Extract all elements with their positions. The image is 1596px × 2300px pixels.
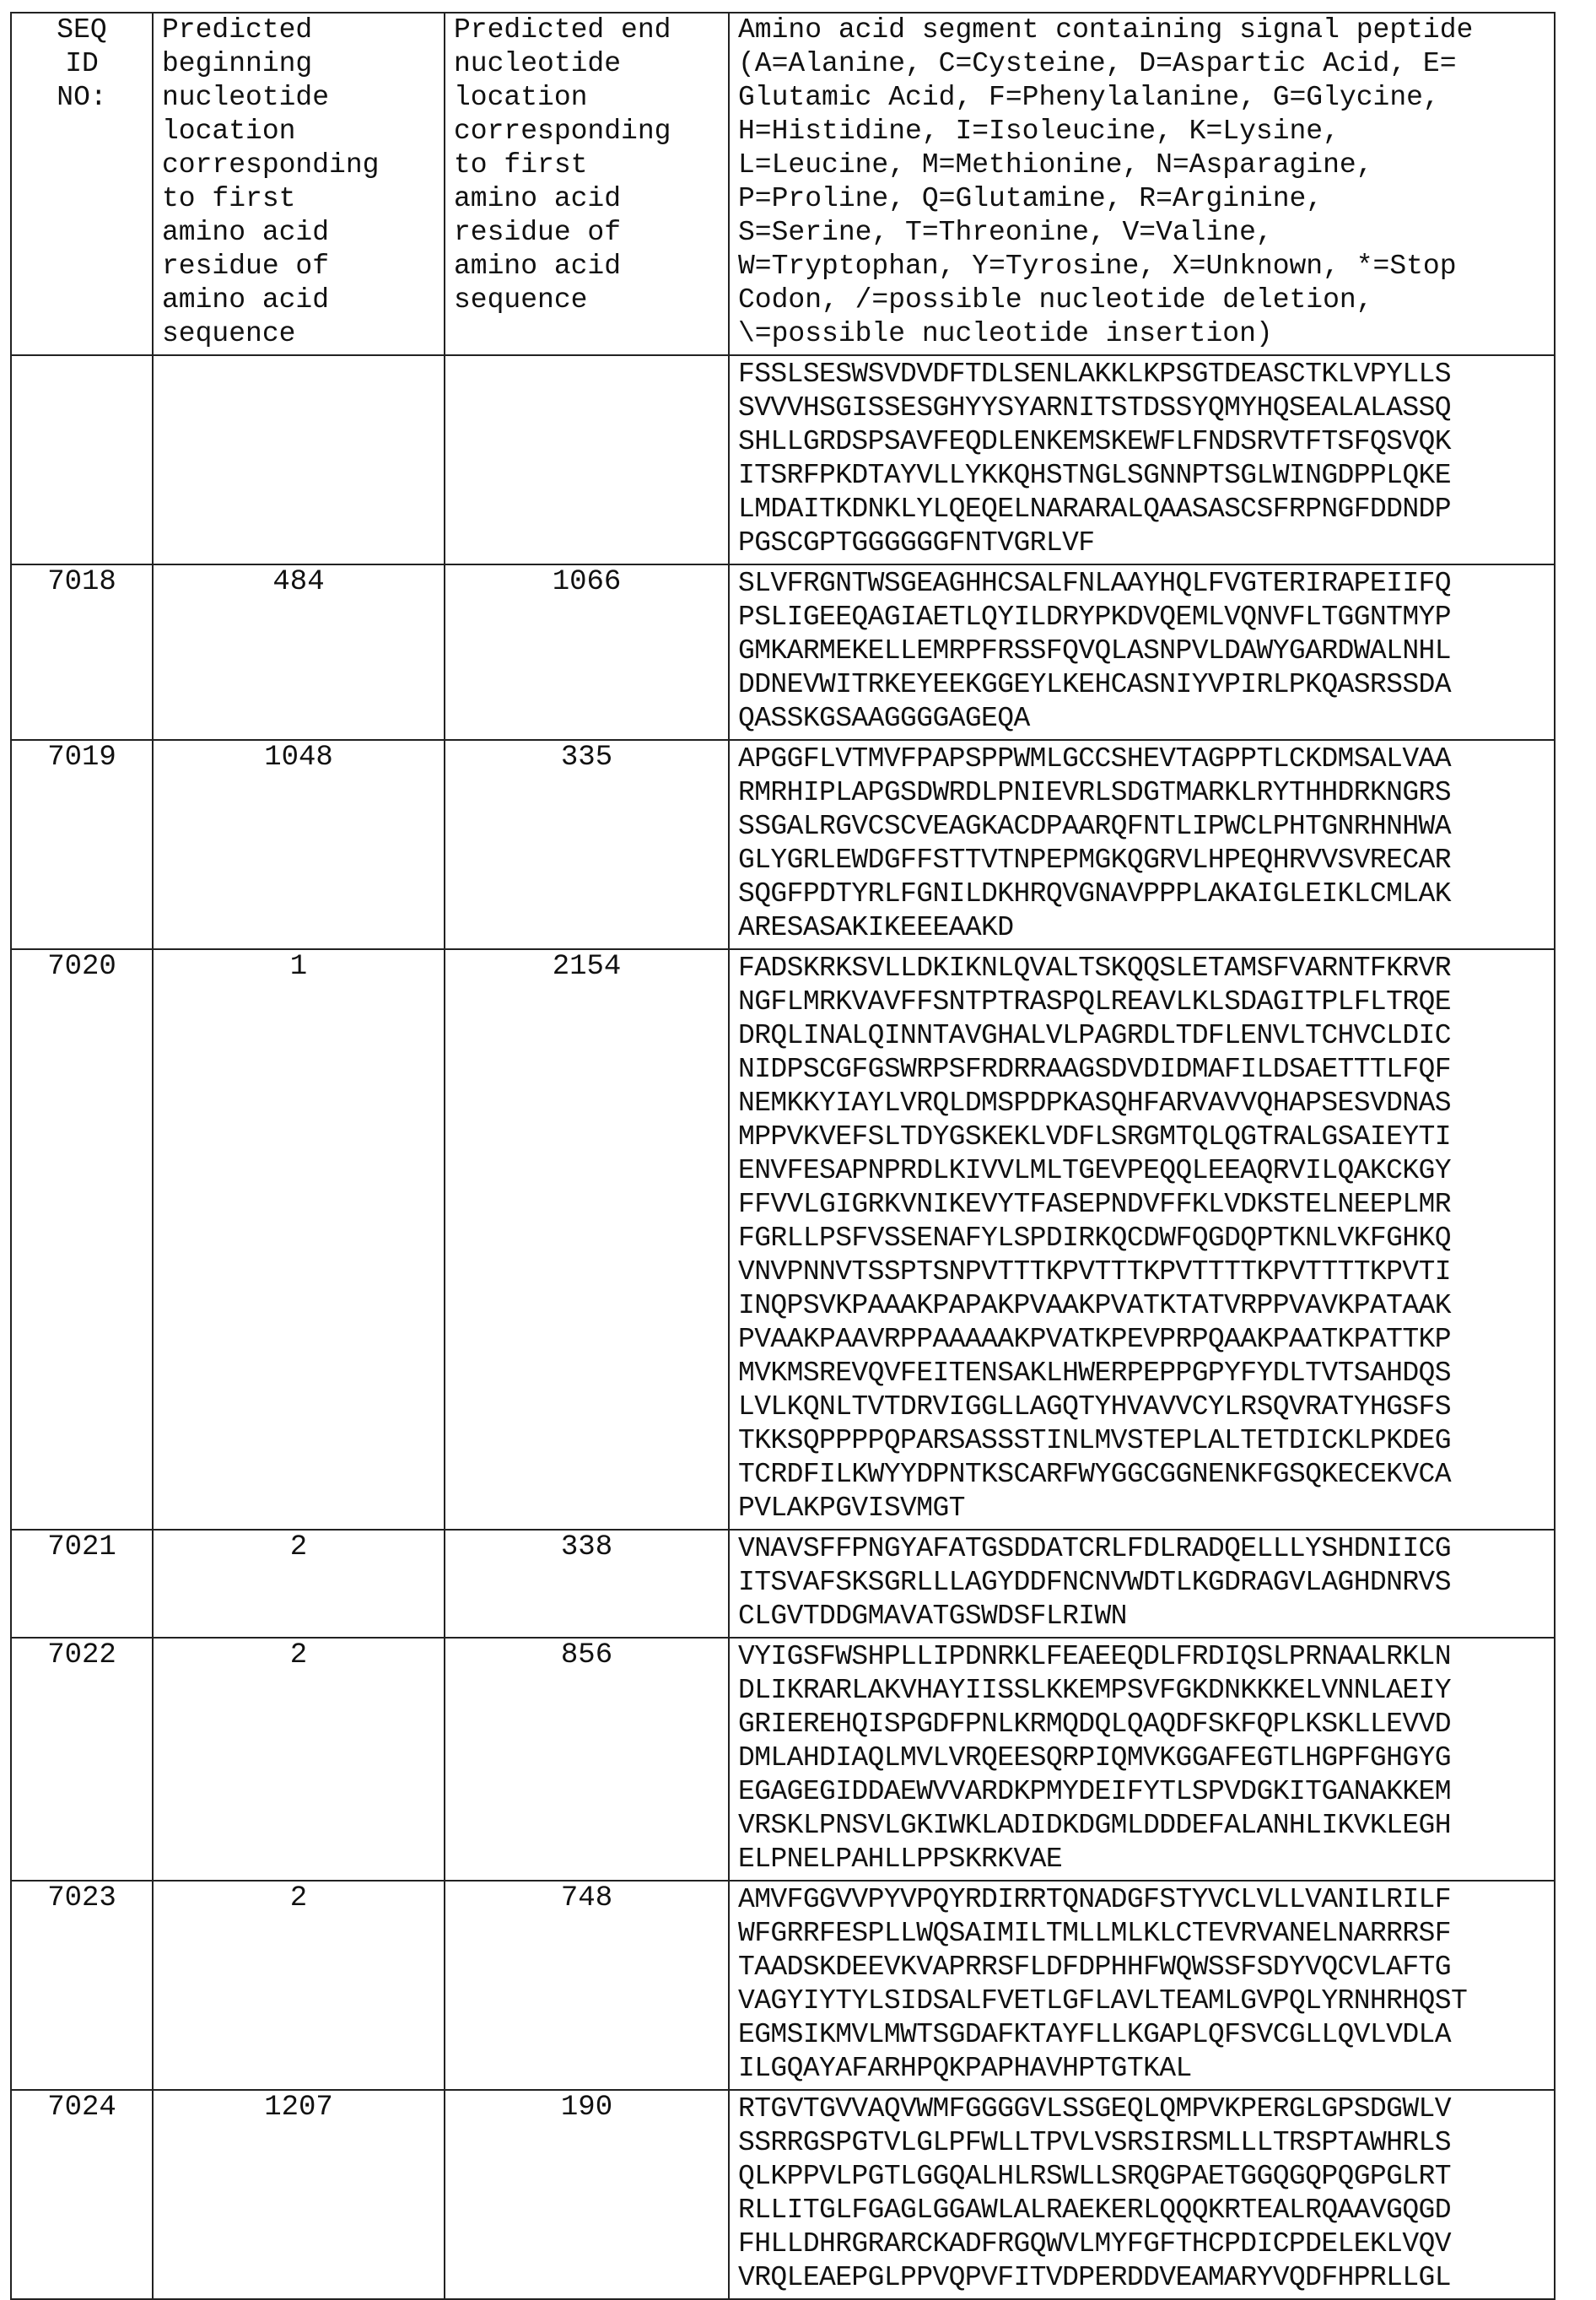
sequence-line: ELPNELPAHLLPPSKRKVAE [738,1843,1545,1876]
sequence-line: SQGFPDTYRLFGNILDKHRQVGNAVPPPLAKAIGLEIKLCMLAK [738,877,1545,911]
sequence-line: SHLLGRDSPSAVFEQDLENKEMSKEWFLFNDSRVTFTSFQSVQK [738,425,1545,459]
seq-id-cell [11,355,153,564]
amino-acid-sequence-cell [729,2090,1555,2299]
amino-acid-sequence-cell [729,740,1555,949]
amino-acid-sequence-cell [729,949,1555,1530]
seq-id-cell: 7022 [11,1638,153,1881]
begin-location-cell: 1048 [153,740,445,949]
sequence-line: INQPSVKPAAAKPAPAKPVAAKPVATKTATVRPPVAVKPATAAK [738,1289,1545,1323]
table-row [11,1638,1555,1881]
sequence-line: FHLLDHRGRARCKADFRGQWVLMYFGFTHCPDICPDELEKLVQV [738,2227,1545,2261]
sequence-line: LVLKQNLTVTDRVIGGLLAGQTYHVAVVCYLRSQVRATYHGSFS [738,1390,1545,1424]
sequence-line: PVAAKPAAVRPPAAAAAKPVATKPEVPRPQAAKPAATKPATTKP [738,1323,1545,1357]
sequence-line: SSGALRGVCSCVEAGKACDPAARQFNTLIPWCLPHTGNRHNHWA [738,810,1545,844]
end-location-cell [445,355,729,564]
header-seq-id: SEQ ID NO: [11,13,153,355]
table-row [11,1881,1555,2090]
sequence-line: ENVFESAPNPRDLKIVVLMLTGEVPEQQLEEAQRVILQAKCKGY [738,1154,1545,1188]
sequence-line: DRQLINALQINNTAVGHALVLPAGRDLTDFLENVLTCHVCLDIC [738,1019,1545,1053]
sequence-line: GMKARMEKELLEMRPFRSSFQVQLASNPVLDAWYGARDWALNHL [738,634,1545,668]
sequence-line: EGAGEGIDDAEWVVARDKPMYDEIFYTLSPVDGKITGANAKKEM [738,1775,1545,1809]
amino-acid-sequence-cell [729,564,1555,740]
table-row [11,355,1555,564]
sequence-line: TAADSKDEEVKVAPRRSFLDFDPHHFWQWSSFSDYVQCVLAFTG [738,1951,1545,1984]
signal-peptide-table [10,12,1556,2300]
sequence-line: QASSKGSAAGGGGAGEQA [738,702,1545,736]
sequence-line: DLIKRARLAKVHAYIISSLKKEMPSVFGKDNKKKELVNNLAEIY [738,1674,1545,1708]
end-location-cell: 2154 [445,949,729,1530]
sequence-line: VRSKLPNSVLGKIWKLADIDKDGMLDDDEFALANHLIKVKLEGH [738,1809,1545,1843]
begin-location-cell: 484 [153,564,445,740]
sequence-line: PSLIGEEQAGIAETLQYILDRYPKDVQEMLVQNVFLTGGNTMYP [738,601,1545,634]
sequence-line: FADSKRKSVLLDKIKNLQVALTSKQQSLETAMSFVARNTFKRVR [738,952,1545,985]
sequence-line: ITSVAFSKSGRLLLAGYDDFNCNVWDTLKGDRAGVLAGHDNRVS [738,1566,1545,1600]
end-location-cell: 338 [445,1530,729,1638]
header-begin-location: Predicted beginning nucleotide location corresponding to first amino acid residue of amino acid sequence [153,13,445,355]
begin-location-cell: 1 [153,949,445,1530]
sequence-line: PGSCGPTGGGGGGFNTVGRLVF [738,526,1545,560]
sequence-line: EGMSIKMVLMWTSGDAFKTAYFLLKGAPLQFSVCGLLQVLVDLA [738,2018,1545,2052]
sequence-line: PVLAKPGVISVMGT [738,1492,1545,1525]
sequence-line: VNVPNNVTSSPTSNPVTTTKPVTTTKPVTTTTKPVTTTTKPVTI [738,1255,1545,1289]
sequence-line: DMLAHDIAQLMVLVRQEESQRPIQMVKGGAFEGTLHGPFGHGYG [738,1741,1545,1775]
begin-location-cell: 2 [153,1638,445,1881]
sequence-line: FFVVLGIGRKVNIKEVYTFASEPNDVFFKLVDKSTELNEEPLMR [738,1188,1545,1222]
sequence-line: QLKPPVLPGTLGGQALHLRSWLLSRQGPAETGGQGQPQGPGLRT [738,2160,1545,2194]
seq-id-cell: 7018 [11,564,153,740]
sequence-line: GLYGRLEWDGFFSTTVTNPEPMGKQGRVLHPEQHRVVSVRECAR [738,844,1545,877]
table-row [11,564,1555,740]
begin-location-cell: 2 [153,1881,445,2090]
sequence-line: LMDAITKDNKLYLQEQELNARARALQAASASCSFRPNGFDDNDP [738,493,1545,526]
amino-acid-sequence-cell [729,1638,1555,1881]
sequence-line: RTGVTGVVAQVWMFGGGGVLSSGEQLQMPVKPERGLGPSDGWLV [738,2092,1545,2126]
seq-id-cell: 7021 [11,1530,153,1638]
table-row [11,740,1555,949]
seq-id-cell: 7023 [11,1881,153,2090]
amino-acid-sequence-cell [729,1881,1555,2090]
sequence-line: ITSRFPKDTAYVLLYKKQHSTNGLSGNNPTSGLWINGDPPLQKE [738,459,1545,493]
sequence-line: SVVVHSGISSESGHYYSYARNITSTDSSYQMYHQSEALALASSQ [738,391,1545,425]
begin-location-cell [153,355,445,564]
sequence-line: SLVFRGNTWSGEAGHHCSALFNLAAYHQLFVGTERIRAPEIIFQ [738,567,1545,601]
table-header-row [11,13,1555,355]
sequence-line: VAGYIYTYLSIDSALFVETLGFLAVLTEAMLGVPQLYRNHRHQST [738,1984,1545,2018]
sequence-line: FGRLLPSFVSSENAFYLSPDIRKQCDWFQGDQPTKNLVKFGHKQ [738,1222,1545,1255]
sequence-line: TKKSQPPPPQPARSASSSTINLMVSTEPLALTETDICKLPKDEG [738,1424,1545,1458]
seq-id-cell: 7019 [11,740,153,949]
seq-id-cell: 7020 [11,949,153,1530]
end-location-cell: 335 [445,740,729,949]
seq-id-cell: 7024 [11,2090,153,2299]
begin-location-cell: 1207 [153,2090,445,2299]
sequence-line: FSSLSESWSVDVDFTDLSENLAKKLKPSGTDEASCTKLVPYLLS [738,358,1545,391]
begin-location-cell: 2 [153,1530,445,1638]
sequence-line: RLLITGLFGAGLGGAWLALRAEKERLQQQKRTEALRQAAVGQGD [738,2194,1545,2227]
header-amino-acid-segment: Amino acid segment containing signal peptide (A=Alanine, C=Cysteine, D=Aspartic Acid, E= Glutamic Acid, F=Phenylalanine, G=Glycine, H=Histidine, I=Isoleucine, K=Lysine, L=Leucine, M=Methionine, N=Asparagine, P=Proline, Q=Glutamine, R=Arginine, S=Serine, T=Threonine, V=Valine, W=Tryptophan, Y=Tyrosine, X=Unknown, *=Stop Codon, /=possible nucleotide deletion, \=possible nucleotide insertion) [729,13,1555,355]
sequence-line: NGFLMRKVAVFFSNTPTRASPQLREAVLKLSDAGITPLFLTRQE [738,985,1545,1019]
sequence-line: DDNEVWITRKEYEEKGGEYLKEHCASNIYVPIRLPKQASRSSDA [738,668,1545,702]
amino-acid-sequence-cell [729,1530,1555,1638]
sequence-line: APGGFLVTMVFPAPSPPWMLGCCSHEVTAGPPTLCKDMSALVAA [738,742,1545,776]
sequence-line: ILGQAYAFARHPQKPAPHAVHPTGTKAL [738,2052,1545,2086]
sequence-line: WFGRRFESPLLWQSAIMILTMLLMLKLCTEVRVANELNARRRSF [738,1917,1545,1951]
sequence-line: AMVFGGVVPYVPQYRDIRRTQNADGFSTYVCLVLLVANILRILF [738,1883,1545,1917]
sequence-line: MPPVKVEFSLTDYGSKEKLVDFLSRGMTQLQGTRALGSAIEYTI [738,1120,1545,1154]
table-row [11,2090,1555,2299]
sequence-line: CLGVTDDGMAVATGSWDSFLRIWN [738,1600,1545,1633]
sequence-line: NIDPSCGFGSWRPSFRDRRAAGSDVDIDMAFILDSAETTTLFQF [738,1053,1545,1087]
header-end-location: Predicted end nucleotide location corresponding to first amino acid residue of amino acid sequence [445,13,729,355]
table-row [11,949,1555,1530]
table-row [11,1530,1555,1638]
sequence-line: VYIGSFWSHPLLIPDNRKLFEAEEQDLFRDIQSLPRNAALRKLN [738,1640,1545,1674]
sequence-line: NEMKKYIAYLVRQLDMSPDPKASQHFARVAVVQHAPSESVDNAS [738,1087,1545,1120]
sequence-line: TCRDFILKWYYDPNTKSCARFWYGGCGGNENKFGSQKECEKVCA [738,1458,1545,1492]
sequence-line: ARESASAKIKEEEAAKD [738,911,1545,945]
end-location-cell: 190 [445,2090,729,2299]
sequence-line: MVKMSREVQVFEITENSAKLHWERPEPPGPYFYDLTVTSAHDQS [738,1357,1545,1390]
sequence-line: GRIEREHQISPGDFPNLKRMQDQLQAQDFSKFQPLKSKLLEVVD [738,1708,1545,1741]
amino-acid-sequence-cell [729,355,1555,564]
end-location-cell: 856 [445,1638,729,1881]
sequence-line: VRQLEAEPGLPPVQPVFITVDPERDDVEAMARYVQDFHPRLLGL [738,2261,1545,2295]
sequence-line: RMRHIPLAPGSDWRDLPNIEVRLSDGTMARKLRYTHHDRKNGRS [738,776,1545,810]
end-location-cell: 1066 [445,564,729,740]
sequence-line: VNAVSFFPNGYAFATGSDDATCRLFDLRADQELLLYSHDNIICG [738,1532,1545,1566]
sequence-line: SSRRGSPGTVLGLPFWLLTPVLVSRSIRSMLLLTRSPTAWHRLS [738,2126,1545,2160]
end-location-cell: 748 [445,1881,729,2090]
